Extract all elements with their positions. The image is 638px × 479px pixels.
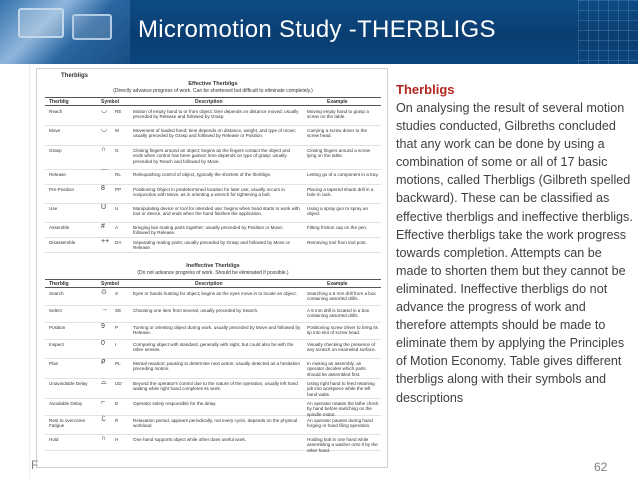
table-row xyxy=(45,379,381,399)
therblig-abbreviation: DA xyxy=(115,240,122,245)
header-therblig: Therblig xyxy=(49,281,69,287)
slide-title: Micromotion Study -THERBLIGS xyxy=(138,16,496,43)
therblig-description: Mental reaction; pausing to determine next action; usually detected as a hesitation preceding motion. xyxy=(133,361,301,372)
effective-title: Effective Therbligs xyxy=(188,81,238,87)
effective-header-row xyxy=(45,97,381,106)
therblig-example: A 5 mm drill is located in a box containing assorted drills. xyxy=(307,308,370,319)
header-therblig: Therblig xyxy=(49,99,69,105)
therblig-description: Relinquishing control of object, typically the shortest of the therbligs. xyxy=(133,172,272,177)
therblig-abbreviation: H xyxy=(115,437,119,442)
table-row xyxy=(45,223,381,238)
therblig-symbol: ∩ xyxy=(101,435,107,442)
therblig-name: Unavoidable Delay xyxy=(49,381,88,386)
table-caption: Therbligs xyxy=(61,73,89,79)
therblig-name: Position xyxy=(49,325,66,330)
therblig-symbol: → xyxy=(101,306,108,313)
left-margin-strip xyxy=(0,64,30,479)
table-row xyxy=(45,289,381,306)
therblig-example: Letting go of a component in a tray. xyxy=(307,172,379,177)
therblig-example: Fitting friction cap on the pen. xyxy=(307,225,368,230)
table-row xyxy=(45,435,381,451)
therblig-example: Positioning screw driver to bring its tip into slot of screw head. xyxy=(307,325,378,336)
therblig-abbreviation: I xyxy=(115,342,117,347)
title-bar xyxy=(0,0,638,64)
therblig-name: Use xyxy=(49,206,58,211)
header-description: Description xyxy=(195,281,223,287)
therblig-symbol: # xyxy=(101,223,105,230)
therblig-name: Inspect xyxy=(49,342,64,347)
table-row xyxy=(45,306,381,323)
therblig-abbreviation: M xyxy=(115,128,119,133)
therblig-description: Comparing object with standard, generally with sight, but could also be with the other senses. xyxy=(133,342,294,353)
therblig-abbreviation: S xyxy=(115,291,119,296)
therblig-abbreviation: R xyxy=(115,418,119,423)
therblig-abbreviation: UD xyxy=(115,381,122,386)
therblig-symbol: 9 xyxy=(101,323,105,330)
description-panel xyxy=(396,82,634,407)
therblig-example: Carrying a screw driver to the screw head. xyxy=(307,128,367,139)
header-symbol: Symbol xyxy=(101,99,120,105)
therblig-example: Using a spray gun to spray an object. xyxy=(307,206,369,217)
therblig-example: An operator rotates the lathe check by hand before switching on the spindle motor. xyxy=(307,401,379,417)
therblig-example: Closing fingers around a screw lying on the table. xyxy=(307,148,371,159)
table-row xyxy=(45,185,381,204)
subhead-therbligs: Therbligs xyxy=(396,82,455,97)
therblig-abbreviation: SE xyxy=(115,308,122,313)
footer-text: F xyxy=(31,458,39,472)
therblig-symbol: ⌒ xyxy=(101,170,108,177)
header-example: Example xyxy=(327,99,348,105)
table-row xyxy=(45,340,381,359)
therblig-name: Avoidable Delay xyxy=(49,401,83,406)
therblig-name: Assemble xyxy=(49,225,70,230)
therblig-name: Reach xyxy=(49,109,63,114)
table-row xyxy=(45,107,381,126)
therblig-symbol: 0 xyxy=(101,340,105,347)
table-row xyxy=(45,146,381,170)
therblig-name: Disassemble xyxy=(49,240,76,245)
therblig-example: Moving empty hand to grasp a screw on the table. xyxy=(307,109,369,120)
therblig-abbreviation: PP xyxy=(115,187,122,192)
header-description: Description xyxy=(195,99,223,105)
table-row xyxy=(45,399,381,416)
therblig-abbreviation: A xyxy=(115,225,119,230)
therblig-name: Grasp xyxy=(49,148,62,153)
ineffective-header-row xyxy=(45,279,381,288)
window-graphic xyxy=(18,8,64,38)
header-grid-pattern xyxy=(578,0,638,64)
therblig-symbol: ◡ xyxy=(101,126,108,133)
table-row xyxy=(45,359,381,379)
therblig-symbol: U xyxy=(101,204,107,211)
therblig-name: Rest to overcome Fatigue xyxy=(49,418,85,429)
therblig-name: Move xyxy=(49,128,61,133)
therblig-description: Operator solely responsible for the delay. xyxy=(133,401,217,406)
therblig-name: Pre-Position xyxy=(49,187,75,192)
body-paragraph: On analysing the result of several motion studies conducted, Gilbreths concluded that any work can be done by using a combination of some or all of 17 basic motions, called Therbligs (Gilbreth spelled backward). These can be classified as effective therbligs and ineffective therbligs. Effective therbligs take the work progress towards completion. Attempts can be made to shorten them but they cannot be eliminated. Ineffective therbligs do not advance the progress of work and therefore attempts should be made to eliminate them by applying the Principles of Motion Economy. Table gives different therbligs along with their symbols and descriptions xyxy=(396,101,633,405)
window-graphic xyxy=(72,14,112,40)
therblig-abbreviation: G xyxy=(115,148,119,153)
therblig-name: Hold xyxy=(49,437,59,442)
therblig-name: Plan xyxy=(49,361,59,366)
therblig-description: Separating mating parts; usually preceded by Grasp and followed by Move or Release. xyxy=(133,240,291,251)
therblig-abbreviation: D xyxy=(115,401,119,406)
therblig-example: In making an assembly, an operator decides which parts should be assembled first. xyxy=(307,361,366,377)
therblig-description: Closing fingers around an object; begins as the fingers contact the object and ends when control has been gained; time depends on type of grasp; usually preceded by Reach and followed by Move. xyxy=(133,148,291,164)
therblig-example: Removing tool from tool post. xyxy=(307,240,367,245)
therblig-symbol: ℒ xyxy=(101,416,107,423)
therblig-abbreviation: RE xyxy=(115,109,122,114)
therblig-symbol: ⊙ xyxy=(101,289,107,296)
therblig-description: Turning or orienting object during work, usually preceded by Move and followed by Release. xyxy=(133,325,301,336)
therblig-abbreviation: U xyxy=(115,206,119,211)
therblig-symbol: ᑭ xyxy=(101,359,106,366)
therblig-name: Release xyxy=(49,172,66,177)
page-number: 62 xyxy=(594,460,608,474)
table-row xyxy=(45,238,381,253)
therblig-example: An operator pauses during hand forging or hand filing operation. xyxy=(307,418,373,429)
header-symbol: Symbol xyxy=(101,281,120,287)
therblig-symbol: 8 xyxy=(101,185,105,192)
therblig-description: Bringing two mating parts together; usually preceded by Position or Move; followed by Release. xyxy=(133,225,284,236)
therblig-symbol: ⌐ xyxy=(101,399,106,406)
table-row xyxy=(45,170,381,185)
ineffective-title: Ineffective Therbligs xyxy=(186,263,240,269)
therblig-description: Positioning Object in predetermined location for later use; usually occurs in conjunction with Move, as in orienting a wrench for tightening a bolt. xyxy=(133,187,285,198)
effective-subtitle: (Directly advance progress of work. Can be shortened but difficult to eliminate completely.) xyxy=(113,88,313,94)
therblig-description: Beyond the operator's control due to the nature of the operation, usually left hand waiting while right hand completes its work. xyxy=(133,381,298,392)
therblig-symbol: ++ xyxy=(101,238,110,245)
therblig-description: Relaxation period, appears periodically, not every cycle, depends on the physical workload. xyxy=(133,418,298,429)
therblig-abbreviation: P xyxy=(115,325,119,330)
therblig-example: Placing a tapered shank drill in a hole in rack. xyxy=(307,187,374,198)
therblig-example: Holding bolt in one hand while assembling a washer onto it by the other hand. xyxy=(307,437,378,453)
therblig-example: Using right hand to feed retaining job into workpiece while the left hand waits. xyxy=(307,381,375,397)
table-row xyxy=(45,323,381,340)
therblig-name: Select xyxy=(49,308,62,313)
header-example: Example xyxy=(327,281,348,287)
header-photo xyxy=(0,0,130,64)
ineffective-subtitle: (Do not advance progress of work. Should be eliminated if possible.) xyxy=(137,270,289,276)
therblig-abbreviation: PL xyxy=(115,361,121,366)
therblig-description: Movement of loaded hand; time depends on distance, weight, and type of move; usually preceded by Grasp and followed by Release or Position. xyxy=(133,128,296,139)
therblig-symbol: ◡ xyxy=(101,107,108,114)
therblig-description: Choosing one item from several; usually preceded by Search. xyxy=(133,308,259,313)
therblig-abbreviation: RL xyxy=(115,172,121,177)
table-row xyxy=(45,416,381,435)
therblig-description: Eyes or hands hunting for object; begins as the eyes move in to locate an object. xyxy=(133,291,297,296)
therblig-description: Motion of empty hand to or from object; time depends on distance moved; usually preceded by Release and followed by Grasp xyxy=(133,109,299,120)
table-row xyxy=(45,204,381,223)
therblig-example: Searching a 5 mm drill from a box containing assorted drills. xyxy=(307,291,376,302)
therblig-name: Search xyxy=(49,291,64,296)
therblig-symbol: ⌓ xyxy=(101,379,107,386)
therbligs-table-image xyxy=(36,68,388,468)
table-row xyxy=(45,126,381,146)
therblig-example: Visually checking the presence of any scratch on enameled surface. xyxy=(307,342,376,353)
therblig-symbol: ∩ xyxy=(101,146,107,153)
therblig-description: One hand supports object while other does useful work. xyxy=(133,437,247,442)
therblig-description: Manipulating device or tool for intended use; begins when hand starts to work with tool or device, and ends when the hand finishes the application. xyxy=(133,206,300,217)
